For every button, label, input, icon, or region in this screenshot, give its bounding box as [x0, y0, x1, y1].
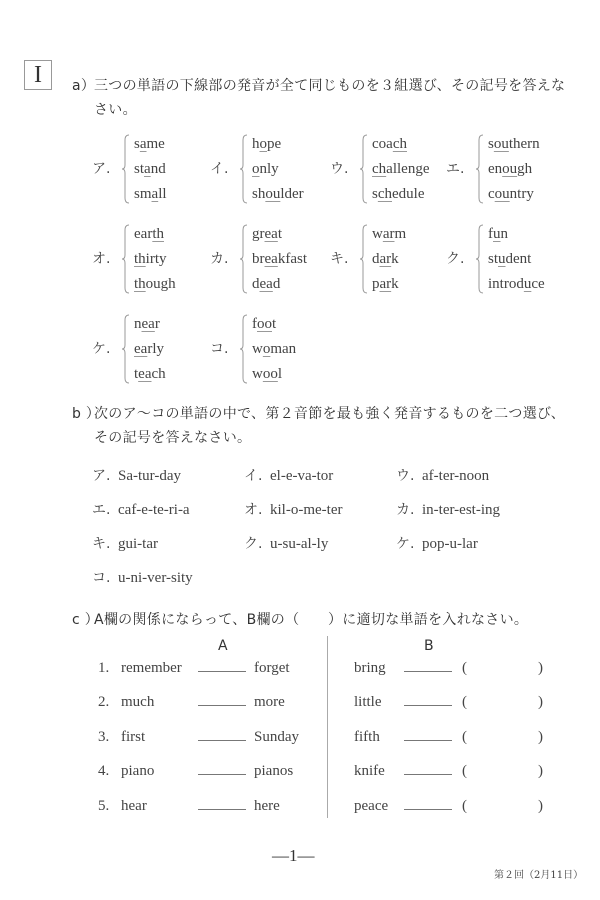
- word: [252, 337, 296, 362]
- table-row: [0, 729, 600, 753]
- underlined-part: ch: [377, 186, 393, 202]
- a-word-1: first: [121, 729, 146, 745]
- word-part: br: [252, 251, 265, 267]
- syllable-item: [396, 499, 500, 519]
- syllable-item: [244, 533, 328, 553]
- word-part: h: [252, 136, 260, 152]
- answer-open-paren: (: [462, 763, 467, 779]
- underlined-part: ou: [494, 186, 510, 202]
- word: [488, 182, 540, 207]
- group-mark: ケ.: [92, 341, 111, 357]
- word-part: rly: [147, 341, 164, 357]
- word-part: p: [372, 276, 380, 292]
- table-row: [0, 763, 600, 787]
- underlined-part: ea: [134, 341, 148, 357]
- dash-line: [198, 740, 246, 741]
- item-word: caf-e-te-ri-a: [118, 502, 190, 518]
- group-mark: キ.: [330, 251, 349, 267]
- word-part: k: [391, 251, 399, 267]
- group-mark: ア.: [92, 161, 111, 177]
- underlined-part: o: [259, 136, 267, 152]
- word: [488, 222, 545, 247]
- syllable-item: [396, 533, 478, 553]
- word-part: d: [372, 251, 380, 267]
- item-word: kil-o-me-ter: [270, 502, 343, 518]
- item-word: u-ni-ver-sity: [118, 570, 193, 586]
- group-mark: エ.: [446, 161, 465, 177]
- item-mark: ア.: [92, 468, 111, 484]
- a-word-1: much: [121, 694, 155, 710]
- word-part: man: [270, 341, 297, 357]
- item-mark: コ.: [92, 570, 111, 586]
- item-mark: ク.: [244, 536, 263, 552]
- answer-blank[interactable]: [472, 729, 536, 749]
- answer-close-paren: ): [538, 660, 543, 676]
- word-part: ough: [145, 276, 176, 292]
- a-word-2: here: [254, 798, 280, 814]
- word-part: me: [146, 136, 165, 152]
- item-mark: カ.: [396, 502, 415, 518]
- dash-line: [198, 705, 246, 706]
- word-part: w: [252, 366, 263, 382]
- answer-open-paren: (: [462, 798, 467, 814]
- word: [252, 247, 307, 272]
- word: [488, 247, 545, 272]
- left-brace-icon: [240, 134, 248, 204]
- underlined-part: ea: [138, 366, 152, 382]
- word: [252, 157, 304, 182]
- word-part: en: [488, 161, 503, 177]
- item-mark: キ.: [92, 536, 111, 552]
- syllable-item: [92, 567, 193, 587]
- word: [134, 247, 176, 272]
- b-word-1: fifth: [354, 729, 380, 745]
- item-word: gui-tar: [118, 536, 158, 552]
- word-part: d: [272, 276, 281, 292]
- part-c-label: c ）: [72, 612, 100, 628]
- word-part: ll: [158, 186, 167, 202]
- a-word-2: Sunday: [254, 729, 299, 745]
- b-word-1: little: [354, 694, 382, 710]
- answer-open-paren: (: [462, 729, 467, 745]
- word-part: gr: [252, 226, 265, 242]
- row-number: 2.: [98, 694, 110, 710]
- word: [252, 272, 307, 297]
- item-word: u-su-al-ly: [270, 536, 329, 552]
- part-a-line2: さい。: [94, 102, 137, 118]
- left-brace-icon: [122, 134, 130, 204]
- left-brace-icon: [122, 314, 130, 384]
- word: [134, 182, 167, 207]
- item-mark: オ.: [244, 502, 263, 518]
- group-mark: カ.: [210, 251, 229, 267]
- underlined-part: oo: [257, 316, 272, 332]
- row-number: 4.: [98, 763, 110, 779]
- word-part: thern: [508, 136, 540, 152]
- answer-close-paren: ): [538, 729, 543, 745]
- underlined-part: ar: [379, 251, 392, 267]
- underlined-part: th: [152, 226, 164, 242]
- answer-open-paren: (: [462, 694, 467, 710]
- word: [134, 337, 166, 362]
- underlined-part: ou: [265, 186, 281, 202]
- underlined-part: a: [144, 161, 151, 177]
- word-part: f: [252, 316, 257, 332]
- syllable-item: [92, 499, 190, 519]
- answer-blank[interactable]: [472, 660, 536, 680]
- left-brace-icon: [476, 224, 484, 294]
- item-word: af-ter-noon: [422, 468, 490, 484]
- word: [488, 272, 545, 297]
- table-row: [0, 798, 600, 822]
- dash-line: [198, 774, 246, 775]
- item-word: el-e-va-tor: [270, 468, 334, 484]
- underlined-part: ea: [259, 276, 273, 292]
- word-part: nly: [259, 161, 279, 177]
- word-part: d: [252, 276, 260, 292]
- word: [372, 157, 429, 182]
- a-word-2: forget: [254, 660, 290, 676]
- item-mark: イ.: [244, 468, 263, 484]
- column-b-header: B: [424, 638, 434, 654]
- word: [134, 362, 166, 387]
- word: [134, 272, 176, 297]
- syllable-item: [244, 465, 333, 485]
- row-number: 3.: [98, 729, 110, 745]
- underlined-part: ou: [493, 136, 509, 152]
- left-brace-icon: [360, 134, 368, 204]
- word: [134, 312, 166, 337]
- left-brace-icon: [122, 224, 130, 294]
- part-c-instruction: [72, 608, 528, 632]
- underlined-part: ch: [392, 136, 407, 152]
- section-number: I: [24, 60, 52, 90]
- word: [134, 222, 176, 247]
- word: [488, 157, 540, 182]
- part-b-line1: 次のア～コの単語の中で、第２音節を最も強く発音するものを二つ選び、: [94, 406, 566, 422]
- underlined-part: u: [493, 226, 501, 242]
- word: [372, 222, 406, 247]
- underlined-part: a: [139, 136, 147, 152]
- left-brace-icon: [476, 134, 484, 204]
- word-part: ce: [531, 276, 545, 292]
- word-part: s: [488, 136, 494, 152]
- underlined-part: ea: [264, 226, 278, 242]
- word-part: w: [372, 226, 383, 242]
- part-a-line1: 三つの単語の下線部の発音が全て同じものを３組選び、その記号を答えな: [94, 78, 566, 94]
- word: [252, 222, 307, 247]
- answer-blank[interactable]: [472, 763, 536, 783]
- footer-note: 第２回（2月11日）: [494, 870, 584, 881]
- word-part: w: [252, 341, 263, 357]
- a-word-1: hear: [121, 798, 147, 814]
- syllable-item: [92, 465, 181, 485]
- part-b-instruction: [72, 402, 565, 450]
- underlined-part: th: [134, 276, 146, 292]
- underlined-part: o: [262, 341, 271, 357]
- word-part: st: [488, 251, 499, 267]
- left-brace-icon: [360, 224, 368, 294]
- row-number: 5.: [98, 798, 110, 814]
- underlined-part: ea: [141, 316, 155, 332]
- item-mark: ケ.: [396, 536, 415, 552]
- table-row: [0, 694, 600, 718]
- group-mark: ク.: [446, 251, 465, 267]
- answer-close-paren: ): [538, 694, 543, 710]
- left-brace-icon: [240, 314, 248, 384]
- dash-line: [404, 774, 452, 775]
- word-part: s: [134, 136, 140, 152]
- word-part: dent: [505, 251, 532, 267]
- word-part: s: [372, 186, 378, 202]
- group-mark: ウ.: [330, 161, 349, 177]
- answer-open-paren: (: [462, 660, 467, 676]
- word-part: k: [391, 276, 399, 292]
- word: [134, 157, 167, 182]
- dash-line: [404, 809, 452, 810]
- word: [252, 182, 304, 207]
- dash-line: [198, 809, 246, 810]
- item-mark: ウ.: [396, 468, 415, 484]
- group-mark: イ.: [210, 161, 229, 177]
- part-b-label: b ）: [72, 406, 101, 422]
- underlined-part: ea: [264, 251, 278, 267]
- word-part: introd: [488, 276, 524, 292]
- a-word-2: pianos: [254, 763, 294, 779]
- dash-line: [404, 671, 452, 672]
- group-mark: オ.: [92, 251, 111, 267]
- word-part: gh: [517, 161, 533, 177]
- table-row: [0, 660, 600, 684]
- syllable-item: [92, 533, 158, 553]
- word-part: f: [488, 226, 493, 242]
- word-part: pe: [267, 136, 282, 152]
- word-part: t: [134, 366, 139, 382]
- word: [372, 272, 406, 297]
- underlined-part: ar: [382, 226, 395, 242]
- word-part: kfast: [277, 251, 307, 267]
- word-part: nd: [150, 161, 166, 177]
- word-part: l: [277, 366, 283, 382]
- part-a-instruction: [72, 74, 565, 122]
- a-word-2: more: [254, 694, 285, 710]
- syllable-item: [396, 465, 489, 485]
- answer-close-paren: ): [538, 798, 543, 814]
- word-part: c: [488, 186, 495, 202]
- word-part: ntry: [509, 186, 534, 202]
- word: [372, 132, 429, 157]
- left-brace-icon: [240, 224, 248, 294]
- word-part: ch: [151, 366, 166, 382]
- dash-line: [198, 671, 246, 672]
- row-number: 1.: [98, 660, 110, 676]
- word-part: allenge: [386, 161, 430, 177]
- word: [252, 132, 304, 157]
- page-number: —1—: [272, 846, 315, 865]
- word-part: r: [154, 316, 160, 332]
- syllable-item: [244, 499, 342, 519]
- underlined-part: ch: [372, 161, 387, 177]
- word: [372, 182, 429, 207]
- part-c-text: A欄の関係にならって、B欄の（ ）に適切な単語を入れなさい。: [94, 612, 529, 628]
- underlined-part: o: [252, 161, 260, 177]
- underlined-part: ou: [502, 161, 518, 177]
- word: [134, 132, 167, 157]
- word: [252, 312, 296, 337]
- item-word: Sa-tur-day: [118, 468, 182, 484]
- a-word-1: piano: [121, 763, 155, 779]
- word-part: n: [500, 226, 508, 242]
- word-part: st: [134, 161, 145, 177]
- word-part: n: [134, 316, 142, 332]
- word-part: coa: [372, 136, 393, 152]
- b-word-1: knife: [354, 763, 385, 779]
- word-part: t: [277, 226, 282, 242]
- word-part: sm: [134, 186, 152, 202]
- underlined-part: u: [523, 276, 532, 292]
- dash-line: [404, 705, 452, 706]
- word-part: ear: [134, 226, 153, 242]
- item-word: in-ter-est-ing: [422, 502, 501, 518]
- word: [252, 362, 296, 387]
- group-mark: コ.: [210, 341, 229, 357]
- answer-close-paren: ): [538, 763, 543, 779]
- word: [372, 247, 406, 272]
- underlined-part: u: [498, 251, 506, 267]
- answer-blank[interactable]: [472, 798, 536, 818]
- a-word-1: remember: [121, 660, 182, 676]
- underlined-part: oo: [262, 366, 278, 382]
- word-part: t: [272, 316, 277, 332]
- word: [488, 132, 540, 157]
- column-a-header: A: [218, 638, 228, 654]
- word-part: sh: [252, 186, 266, 202]
- part-b-line2: その記号を答えなさい。: [94, 430, 252, 446]
- b-word-1: peace: [354, 798, 389, 814]
- word-part: m: [394, 226, 407, 242]
- answer-blank[interactable]: [472, 694, 536, 714]
- word-part: edule: [392, 186, 425, 202]
- word-part: lder: [280, 186, 304, 202]
- b-word-1: bring: [354, 660, 386, 676]
- underlined-part: a: [151, 186, 159, 202]
- item-word: pop-u-lar: [422, 536, 478, 552]
- word-part: irty: [145, 251, 167, 267]
- underlined-part: th: [134, 251, 146, 267]
- underlined-part: ar: [379, 276, 392, 292]
- part-a-label: a）: [72, 78, 96, 94]
- dash-line: [404, 740, 452, 741]
- item-mark: エ.: [92, 502, 111, 518]
